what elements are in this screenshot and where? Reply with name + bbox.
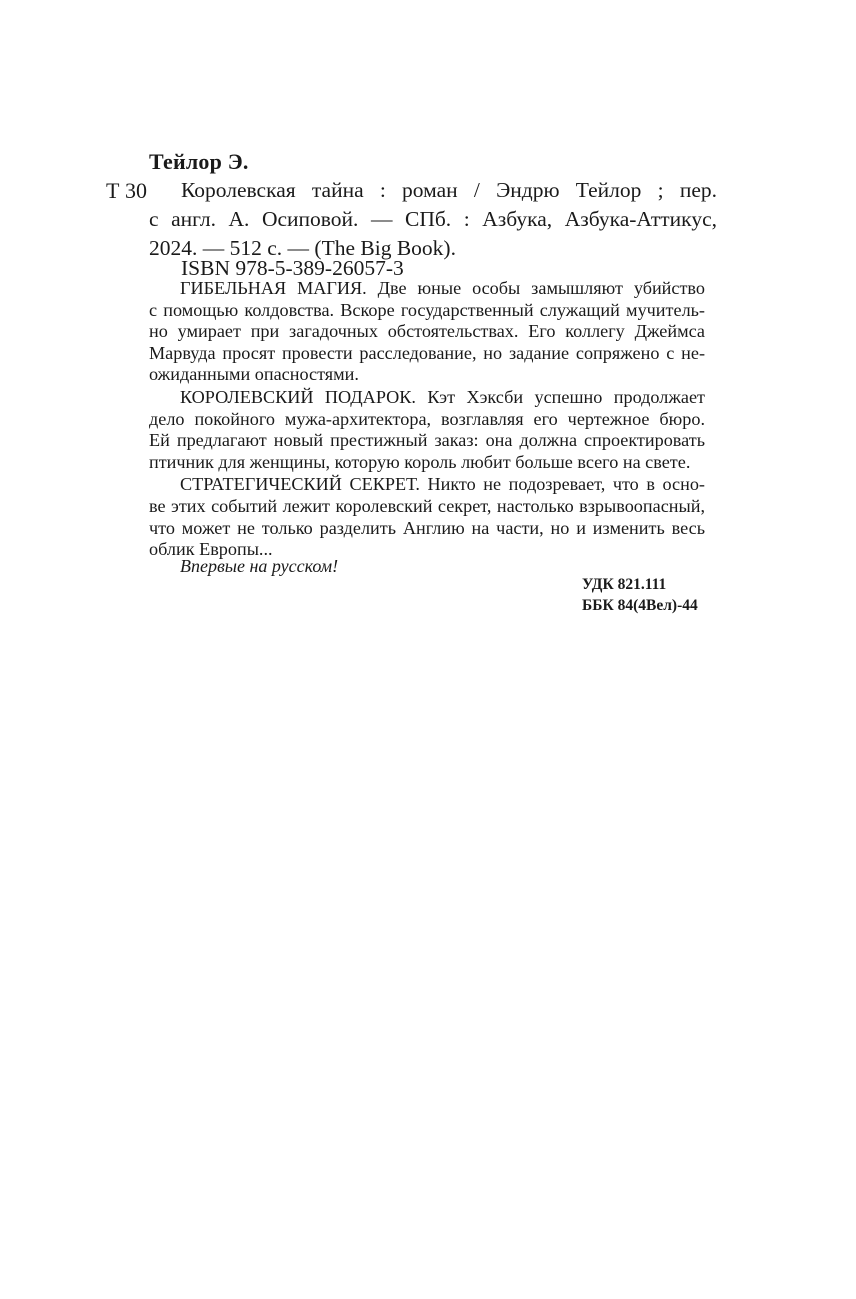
annotation-line: Ей предлагают новый престижный заказ: она должна спроектировать <box>149 430 705 451</box>
author-heading: Тейлор Э. <box>149 149 249 174</box>
bibliographic-line: с англ. А. Осиповой. — СПб. : Азбука, Азбука-Аттикус, <box>149 207 717 231</box>
annotation-line: птичник для женщины, которую король любит больше всего на свете. <box>149 451 691 472</box>
annotation-line: облик Европы... <box>149 539 273 560</box>
annotation-line: ГИБЕЛЬНАЯ МАГИЯ. Две юные особы замышляют убийство <box>180 278 705 298</box>
annotation-paragraph <box>149 387 705 473</box>
bibliographic-line: 2024. — 512 с. — (The Big Book). <box>149 236 456 260</box>
annotation-line: КОРОЛЕВСКИЙ ПОДАРОК. Кэт Хэксби успешно продолжает <box>180 386 705 407</box>
annotation-paragraph <box>149 278 705 386</box>
annotation-line: дело покойного мужа-архитектора, возглавляя его чертежное бюро. <box>149 408 705 429</box>
classification-codes <box>582 574 698 616</box>
annotation-line: ве этих событий лежит королевский секрет, настолько взрывоопасный, <box>149 495 705 516</box>
annotation-paragraph <box>149 474 705 560</box>
annotation-line: что может не только разделить Англию на части, но и изменить весь <box>149 517 705 538</box>
call-number: Т 30 <box>106 178 147 203</box>
annotation <box>149 278 705 562</box>
annotation-line: Марвуда просят провести расследование, но задание сопряжено с не- <box>149 342 705 363</box>
bbk-code: ББК 84(4Вел)-44 <box>582 597 698 614</box>
annotation-line: с помощью колдовства. Вскоре государственный служащий мучитель- <box>149 299 705 320</box>
annotation-line: СТРАТЕГИЧЕСКИЙ СЕКРЕТ. Никто не подозревает, что в осно- <box>180 474 705 495</box>
first-edition-note: Впервые на русском! <box>180 556 339 576</box>
annotation-line: ожиданными опасностями. <box>149 364 359 385</box>
bibliographic-line: Королевская тайна : роман / Эндрю Тейлор ; пер. <box>181 178 717 202</box>
bibliographic-record <box>149 176 717 263</box>
isbn: ISBN 978-5-389-26057-3 <box>181 256 404 280</box>
annotation-line: но умирает при загадочных обстоятельствах. Его коллегу Джеймса <box>149 321 705 342</box>
udk-code: УДК 821.111 <box>582 576 667 593</box>
